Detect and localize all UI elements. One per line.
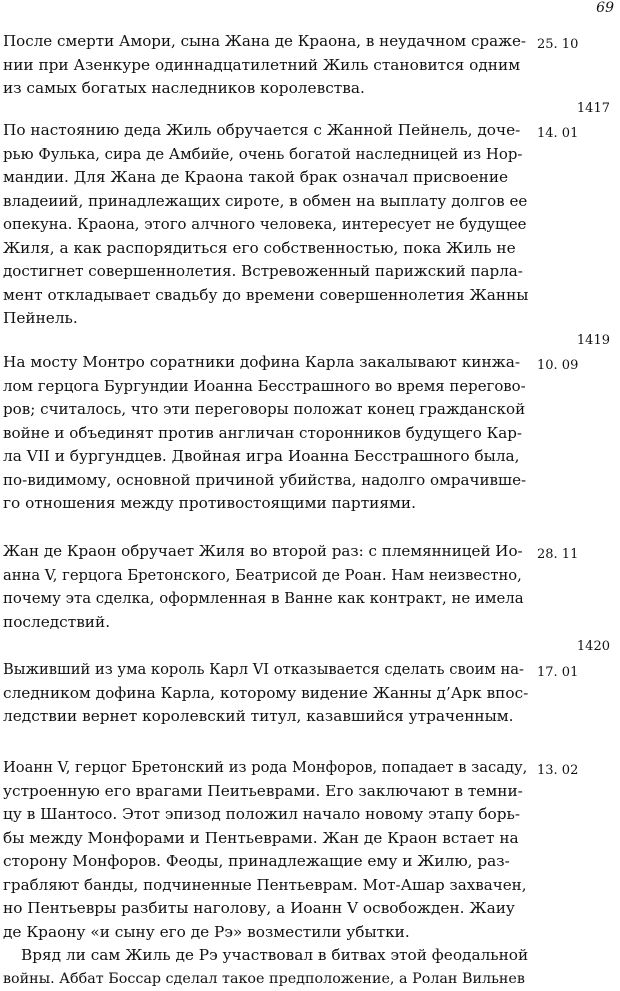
- text-line: По настоянию деда Жиль обручается с Жанной Пейнель, доче-: [3, 119, 528, 143]
- text-line: После смерти Амори, сына Жана де Краона, в неудачном сраже-: [3, 30, 528, 54]
- text-line: Жан де Краон обручает Жиля во второй раз: с племянницей Ио-: [3, 540, 528, 564]
- entry-date: 13. 02: [537, 763, 578, 778]
- text-line: устроенную его врагами Пеитьеврами. Его заключают в темни-: [3, 780, 528, 804]
- text-line: Выживший из ума король Карл VI отказывается сделать своим на-: [3, 658, 528, 682]
- text-line: цу в Шантосо. Этот эпизод положил начало новому этапу борь-: [3, 803, 528, 827]
- entry-date: 14. 01: [537, 126, 578, 141]
- entry-paragraph: [3, 540, 528, 634]
- text-line: сторону Монфоров. Феоды, принадлежащие ему и Жилю, раз-: [3, 850, 528, 874]
- text-line: но Пентьевры разбиты наголову, а Иоанн V освобожден. Жаиу: [3, 897, 528, 921]
- text-line: ров; считалось, что эти переговоры положат конец гражданской: [3, 398, 528, 422]
- text-line: мент откладывает свадьбу до времени совершеннолетия Жанны: [3, 284, 528, 308]
- text-line: достигнет совершеннолетия. Встревоженный парижский парла-: [3, 260, 528, 284]
- text-line: почему эта сделка, оформленная в Ванне как контракт, не имела: [3, 587, 528, 611]
- entry-date: 10. 09: [537, 358, 578, 373]
- text-line: Жиля, а как распорядиться его собственностью, пока Жиль не: [3, 237, 528, 261]
- text-line: Вряд ли сам Жиль де Рэ участвовал в битвах этой феодальной: [3, 944, 528, 968]
- text-line: бы между Монфорами и Пентьеврами. Жан де Краон встает на: [3, 827, 528, 851]
- text-line: де Краону «и сыну его де Рэ» возместили убытки.: [3, 921, 528, 945]
- text-line: по-видимому, основной причиной убийства, надолго омрачивше-: [3, 469, 528, 493]
- text-line: го отношения между противостоящими партиями.: [3, 492, 528, 516]
- entry-date: 25. 10: [537, 37, 578, 52]
- entry-year: 1420: [577, 639, 610, 654]
- text-line: Иоанн V, герцог Бретонский из рода Монфоров, попадает в засаду,: [3, 756, 528, 780]
- text-line: следником дофина Карла, которому видение Жанны д’Арк впос-: [3, 682, 528, 706]
- text-line: ла VII и бургундцев. Двойная игра Иоанна Бесстрашного была,: [3, 445, 528, 469]
- text-line: ледствии вернет королевский титул, казавшийся утраченным.: [3, 705, 528, 729]
- entry-paragraph: [3, 119, 528, 331]
- page-number: 69: [596, 0, 614, 16]
- entry-paragraph: [3, 658, 528, 729]
- text-line: анна V, герцога Бретонского, Беатрисой де Роан. Нам неизвестно,: [3, 564, 528, 588]
- text-line: владеиий, принадлежащих сироте, в обмен на выплату долгов ее: [3, 190, 528, 214]
- text-line: из самых богатых наследников королевства.: [3, 77, 528, 101]
- entry-paragraph: [3, 351, 528, 516]
- text-line: Пейнель.: [3, 307, 528, 331]
- entry-date: 28. 11: [537, 547, 578, 562]
- text-line: рью Фулька, сира де Амбийе, очень богатой наследницей из Нор-: [3, 143, 528, 167]
- entry-year: 1417: [577, 101, 610, 116]
- text-line: войне и объединят против англичан сторонников будущего Кар-: [3, 422, 528, 446]
- entry-paragraph: [3, 30, 528, 101]
- text-line: войны. Аббат Боссар сделал такое предположение, а Ролан Вильнев: [3, 968, 528, 991]
- text-line: грабляют банды, подчиненные Пентьеврам. Мот-Ашар захвачен,: [3, 874, 528, 898]
- entry-date: 17. 01: [537, 665, 578, 680]
- text-line: опекуна. Краона, этого алчного человека, интересует не будущее: [3, 213, 528, 237]
- text-line: последствий.: [3, 611, 528, 635]
- text-line: нии при Азенкуре одиннадцатилетний Жиль становится одним: [3, 54, 528, 78]
- text-line: лом герцога Бургундии Иоанна Бесстрашного во время перегово-: [3, 375, 528, 399]
- entry-paragraph: [3, 756, 528, 991]
- text-line: мандии. Для Жана де Краона такой брак означал присвоение: [3, 166, 528, 190]
- entry-year: 1419: [577, 333, 610, 348]
- text-line: На мосту Монтро соратники дофина Карла закалывают кинжа-: [3, 351, 528, 375]
